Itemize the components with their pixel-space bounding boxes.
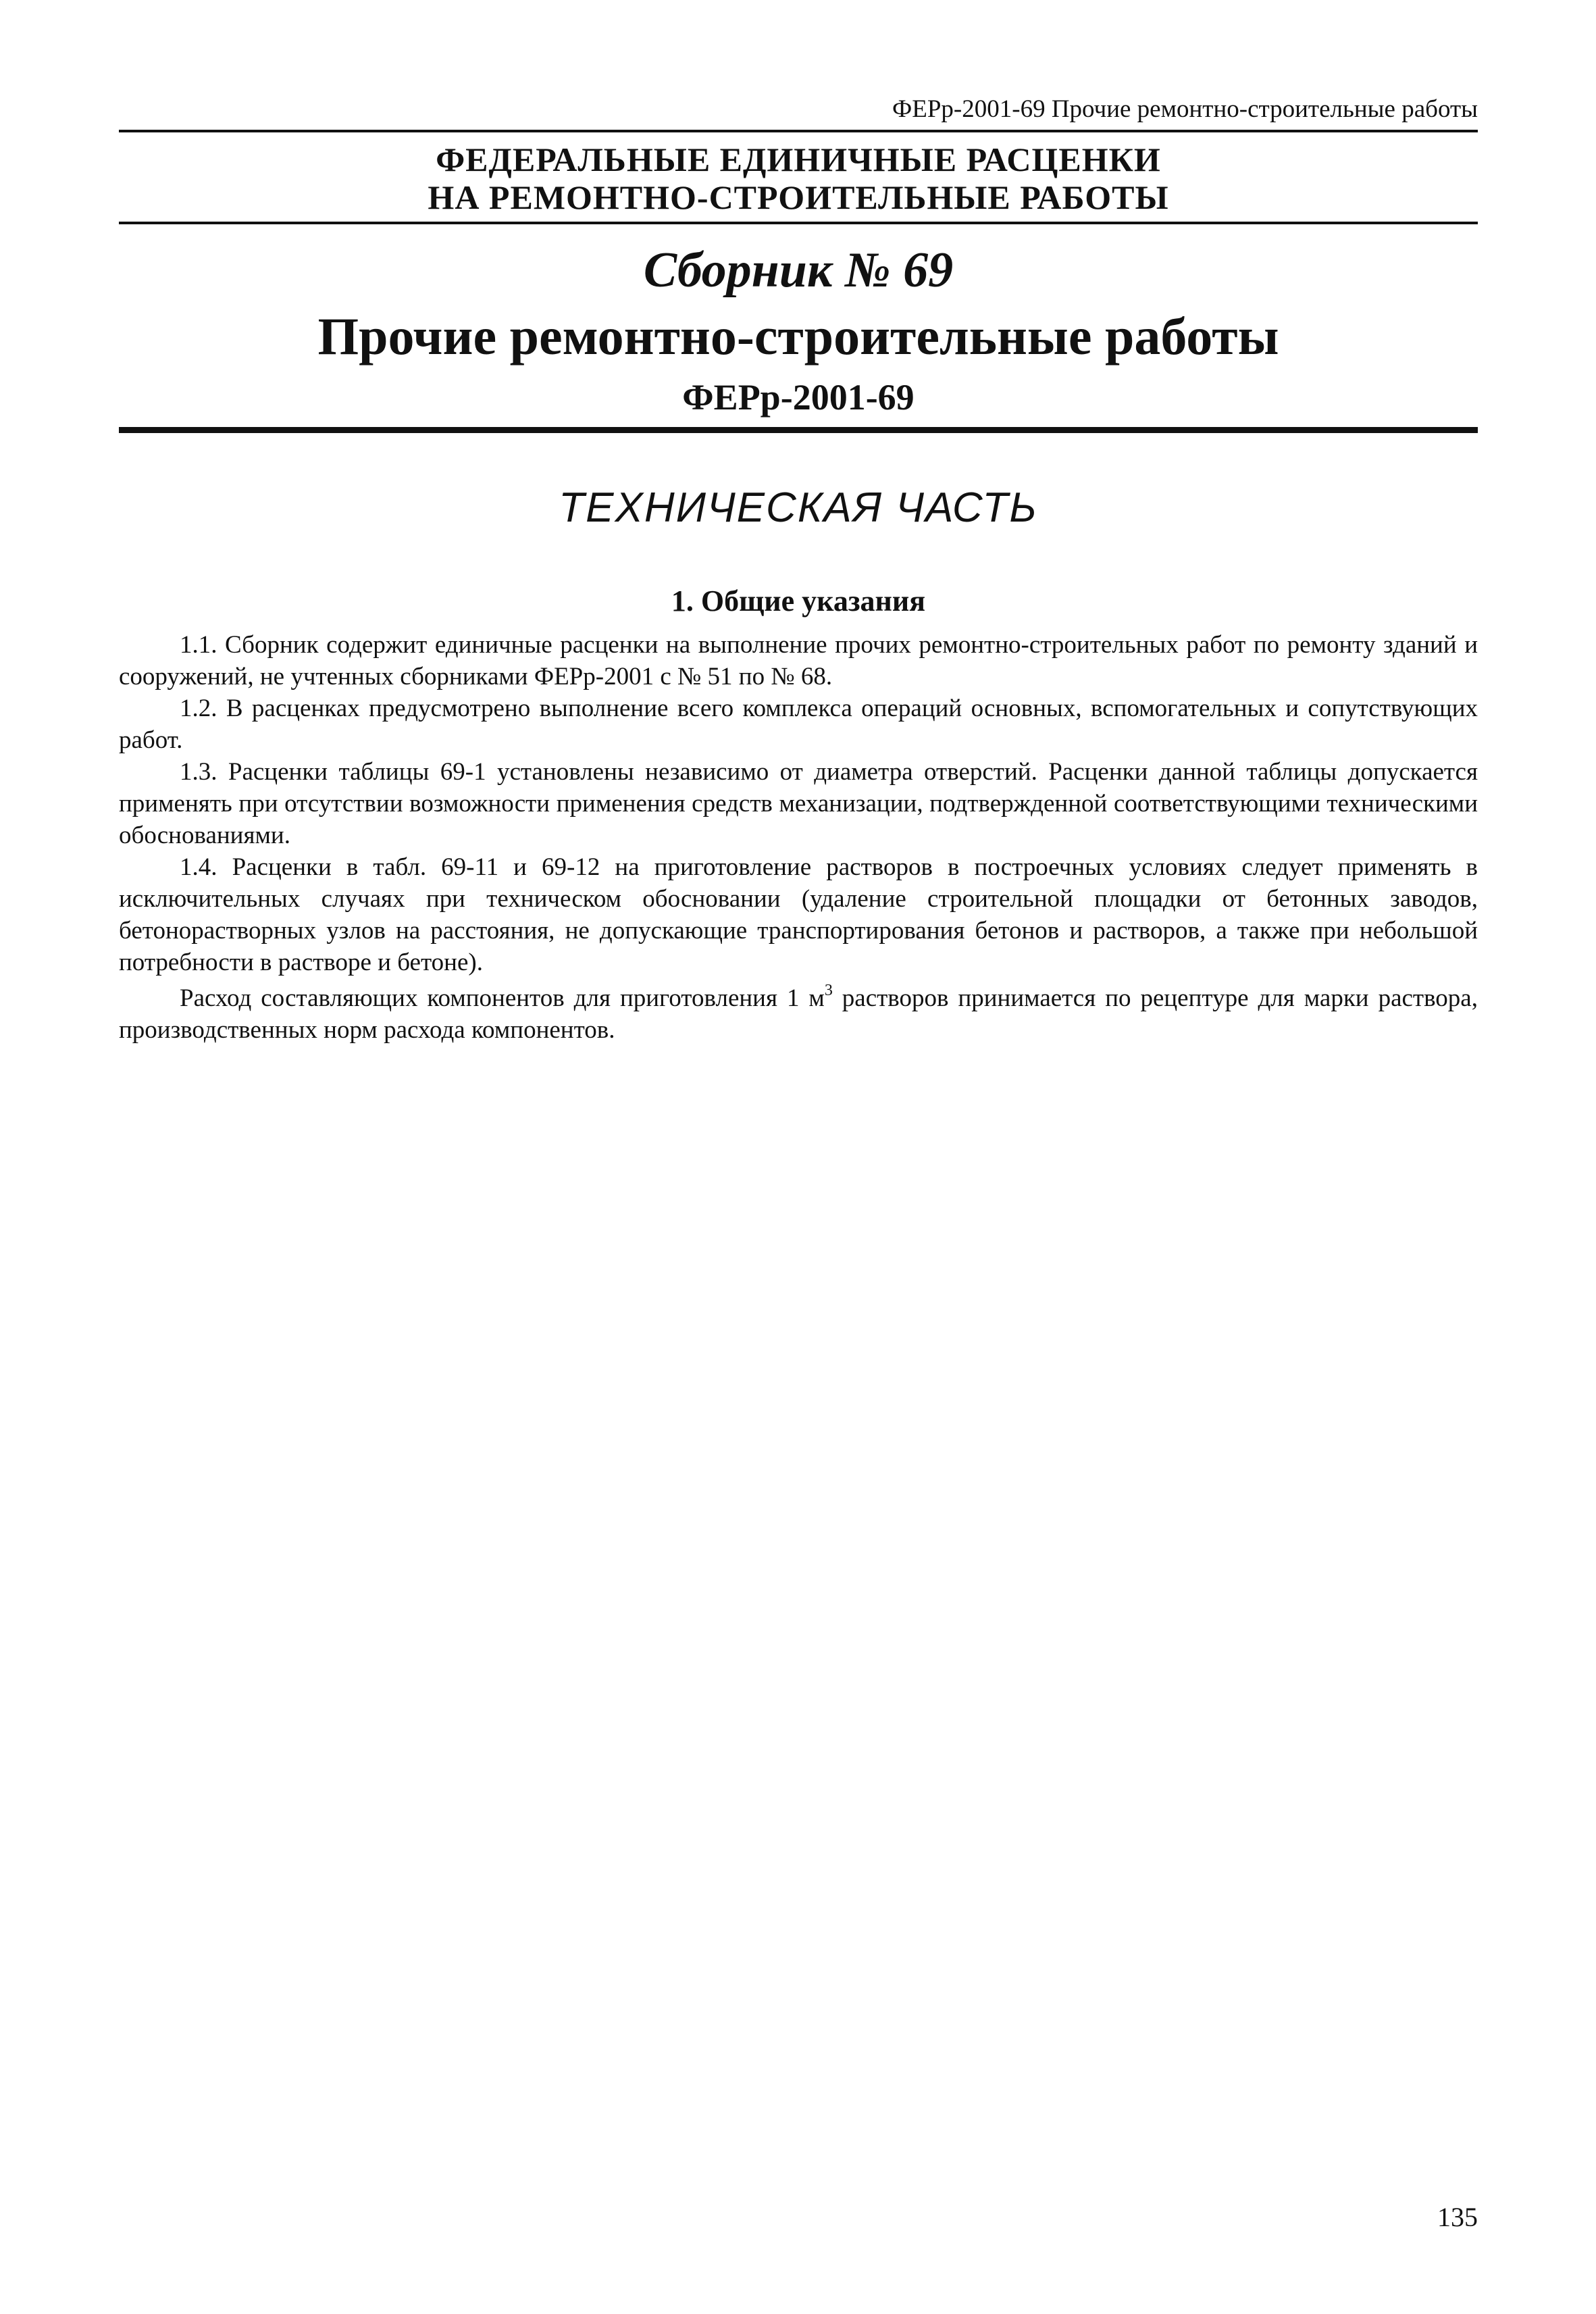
paragraph-components — [119, 982, 1478, 1046]
paragraph-1-1: 1.1. Сборник содержит единичные расценки на выполнение прочих ремонтно-строительных работ по ремонту зданий и сооружений, не учтенных сборниками ФЕРр-2001 с № 51 по № 68. — [119, 631, 1478, 690]
collection-title: Прочие ремонтно-строительные работы — [317, 307, 1279, 366]
body-text — [119, 629, 1478, 1046]
cubic-superscript: 3 — [824, 982, 833, 999]
document-page — [119, 0, 1478, 2314]
main-title — [119, 141, 1478, 216]
paragraph-1-4: 1.4. Расценки в табл. 69-11 и 69-12 на приготовление растворов в построечных условиях следует применять в исключительных случаях при техническом обосновании (удаление строительной площадки от бетонных заводов, бетонорастворных узлов на расстояния, не допускающие транспортирования бетонов и растворов, а также при небольшой потребности в растворе и бетоне). — [119, 853, 1478, 976]
paragraph-1-3: 1.3. Расценки таблицы 69-1 установлены независимо от диаметра отверстий. Расценки данной таблицы допускается применять при отсутствии возможности применения средств механизации, подтвержденной соответствующими техническими обоснованиями. — [119, 758, 1478, 849]
main-title-line-2: НА РЕМОНТНО-СТРОИТЕЛЬНЫЕ РАБОТЫ — [428, 178, 1169, 216]
collection-code: ФЕРр-2001-69 — [682, 377, 915, 418]
paragraph-components-text-before: Расход составляющих компонентов для приготовления 1 м — [180, 984, 825, 1012]
paragraph-components-text-after: растворов принимается по рецептуре для марки раствора, производственных норм расхода компонентов. — [119, 984, 1478, 1044]
collection-rule — [119, 427, 1478, 433]
running-header: ФЕРр-2001-69 Прочие ремонтно-строительные работы — [892, 95, 1478, 123]
title-rule — [119, 222, 1478, 224]
header-rule — [119, 130, 1478, 132]
main-title-line-1: ФЕДЕРАЛЬНЫЕ ЕДИНИЧНЫЕ РАСЦЕНКИ — [436, 141, 1161, 178]
subsection-title: 1. Общие указания — [671, 584, 926, 618]
section-title: ТЕХНИЧЕСКАЯ ЧАСТЬ — [559, 484, 1038, 531]
collection-number: Сборник № 69 — [643, 243, 954, 298]
paragraph-1-2: 1.2. В расценках предусмотрено выполнение всего комплекса операций основных, вспомогательных и сопутствующих работ. — [119, 695, 1478, 754]
page-number: 135 — [1437, 2202, 1478, 2232]
